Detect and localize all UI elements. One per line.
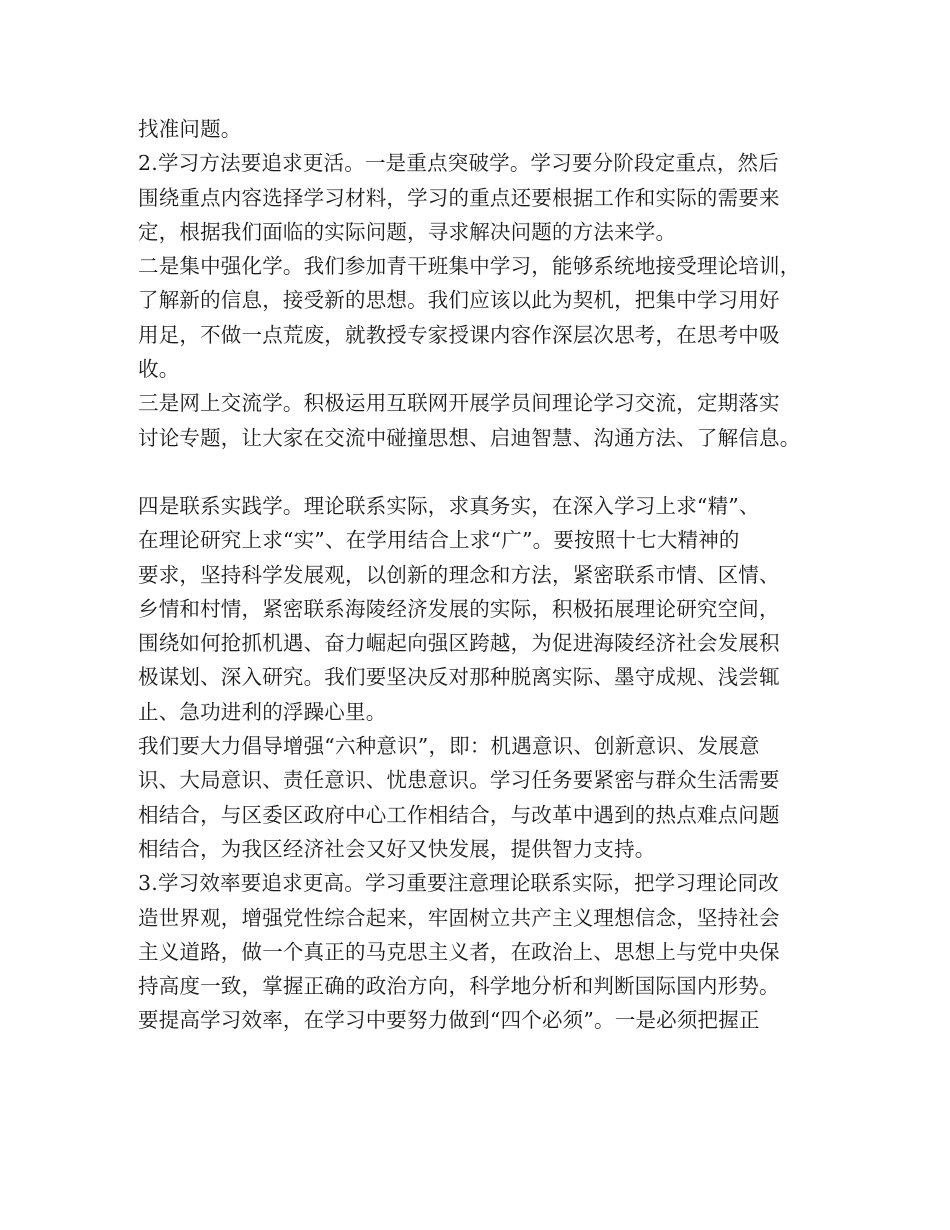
text-line: 相结合，为我区经济社会又好又快发展，提供智力支持。 xyxy=(138,836,656,861)
paragraph-problem xyxy=(138,112,838,146)
paragraph-study-efficiency xyxy=(138,866,838,1037)
text-line: 找准问题。 xyxy=(138,117,242,141)
paragraph-practice-study xyxy=(138,489,838,729)
text-line: 用足，不做一点荒废，就教授专家授课内容作深层次思考，在思考中吸 xyxy=(138,322,780,347)
text-line: 讨论专题，让大家在交流中碰撞思想、启迪智慧、沟通方法、了解信息。 xyxy=(138,425,801,450)
text-line: 相结合，与区委区政府中心工作相结合，与改革中遇到的热点难点问题 xyxy=(138,802,780,827)
text-line: 收。 xyxy=(138,357,180,382)
text-line: 围绕如何抢抓机遇、奋力崛起向强区跨越，为促进海陵经济社会发展积 xyxy=(138,631,780,656)
text-line: 持高度一致，掌握正确的政治方向，科学地分析和判断国际国内形势。 xyxy=(138,974,780,999)
text-line: 2.学习方法要追求更活。一是重点突破学。学习要分阶段定重点，然后 xyxy=(138,151,779,176)
text-line: 要求，坚持科学发展观，以创新的理念和方法，紧密联系市情、区情、 xyxy=(138,562,780,587)
paragraph-online-study xyxy=(138,386,838,455)
paragraph-study-method xyxy=(138,146,838,249)
document-body xyxy=(138,112,838,1038)
text-line: 要提高学习效率，在学习中要努力做到“四个必须”。一是必须把握正 xyxy=(138,1008,760,1033)
paragraph-spacer xyxy=(138,455,838,489)
text-line: 主义道路，做一个真正的马克思主义者，在政治上、思想上与党中央保 xyxy=(138,939,780,964)
text-line: 乡情和村情，紧密联系海陵经济发展的实际，积极拓展理论研究空间， xyxy=(138,596,780,621)
text-line: 我们要大力倡导增强“六种意识”，即：机遇意识、创新意识、发展意 xyxy=(138,734,760,759)
text-line: 极谋划、深入研究。我们要坚决反对那种脱离实际、墨守成规、浅尝辄 xyxy=(138,665,780,690)
text-line: 四是联系实践学。理论联系实际，求真务实，在深入学习上求“精”、 xyxy=(138,493,760,518)
text-line: 识、大局意识、责任意识、忧患意识。学习任务要紧密与群众生活需要 xyxy=(138,768,780,793)
text-line: 定，根据我们面临的实际问题，寻求解决问题的方法来学。 xyxy=(138,219,677,244)
text-line: 了解新的信息，接受新的思想。我们应该以此为契机，把集中学习用好 xyxy=(138,288,780,313)
text-line: 止、急功进利的浮躁心里。 xyxy=(138,699,387,724)
text-line: 围绕重点内容选择学习材料，学习的重点还要根据工作和实际的需要来 xyxy=(138,185,780,210)
paragraph-intensive-study xyxy=(138,249,838,386)
text-line: 3.学习效率要追求更高。学习重要注意理论联系实际，把学习理论同改 xyxy=(138,871,779,896)
text-line: 三是网上交流学。积极运用互联网开展学员间理论学习交流，定期落实 xyxy=(138,391,780,416)
paragraph-six-awareness xyxy=(138,729,838,866)
text-line: 二是集中强化学。我们参加青干班集中学习，能够系统地接受理论培训， xyxy=(138,254,801,279)
text-line: 在理论研究上求“实”、在学用结合上求“广”。要按照十七大精神的 xyxy=(138,528,740,553)
text-line: 造世界观，增强党性综合起来，牢固树立共产主义理想信念，坚持社会 xyxy=(138,905,780,930)
